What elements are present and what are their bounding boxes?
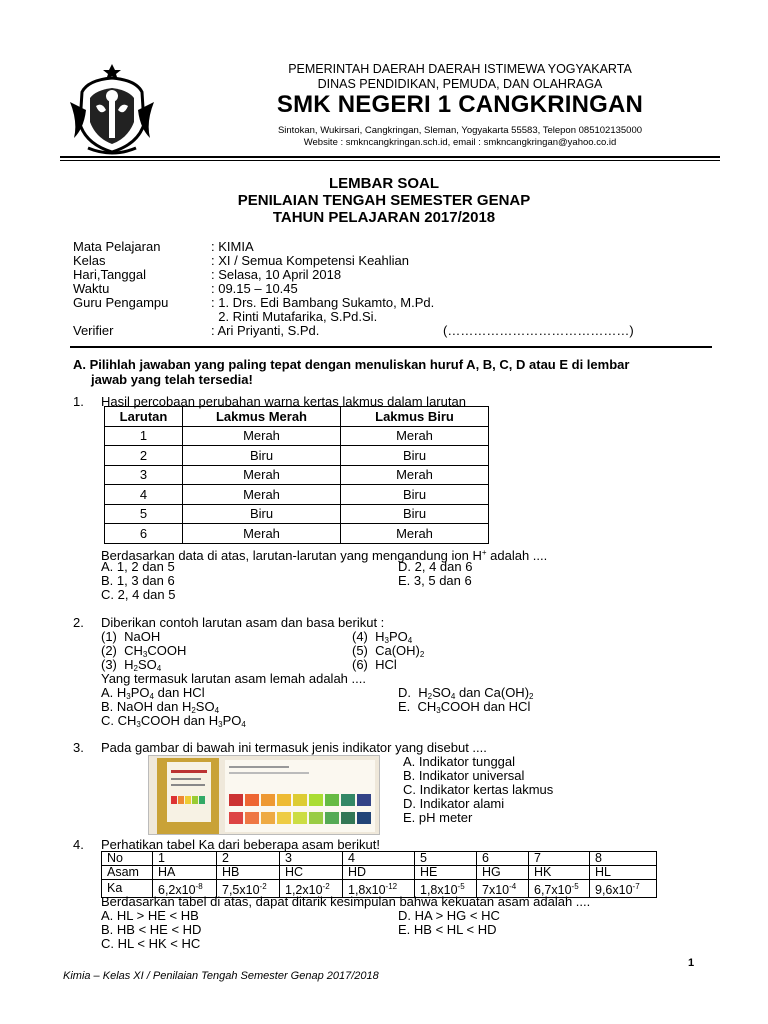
school-emblem-logo: [68, 62, 156, 156]
verifier-signature-line: (……………………………………): [443, 323, 634, 338]
table-cell: Biru: [341, 485, 489, 505]
table-cell: 8: [590, 852, 657, 866]
section-a-line1: A. Pilihlah jawaban yang paling tepat dengan menuliskan huruf A, B, C, D atau E di lembar: [73, 357, 630, 372]
table-cell: 7: [529, 852, 590, 866]
table-cell: $7x10^{-4}$: [477, 880, 529, 898]
q4-text: Perhatikan tabel Ka dari beberapa asam berikut!: [101, 837, 380, 852]
table-cell: Merah: [341, 524, 489, 544]
q4-option-c[interactable]: C. HL < HK < HC: [101, 936, 201, 951]
page-footer: Kimia – Kelas XI / Penilaian Tengah Semester Genap 2017/2018: [63, 970, 379, 982]
q2-text: Diberikan contoh larutan asam dan basa berikut :: [101, 615, 385, 630]
info-label: Waktu: [73, 281, 110, 296]
q2-item-2: (2) $CH_3COOH$: [101, 643, 187, 659]
q2-option-c[interactable]: C. $CH_3COOH$ dan $H_3PO_4$: [101, 713, 246, 729]
table-header-row: [105, 407, 489, 427]
q2-item-6: (6) HCl: [352, 657, 397, 672]
q3-option-c[interactable]: C. Indikator kertas lakmus: [403, 782, 554, 797]
q2-number: 2.: [73, 615, 84, 630]
q2-option-d[interactable]: D. $H_2SO_4$ dan $Ca(OH)_2$: [398, 685, 534, 701]
table-cell: HG: [477, 866, 529, 880]
table-row: [102, 852, 657, 866]
section-a-line2: jawab yang telah tersedia!: [91, 372, 253, 387]
table-cell: HC: [280, 866, 343, 880]
table-cell: $7,5x10^{-2}$: [217, 880, 280, 898]
indicator-box-illustration: [149, 756, 380, 835]
q3-text: Pada gambar di bawah ini termasuk jenis indikator yang disebut ....: [101, 740, 487, 755]
table-cell: $1,8x10^{-5}$: [415, 880, 477, 898]
table-cell: No: [102, 852, 153, 866]
info-value: : KIMIA: [211, 239, 254, 254]
table-row: [105, 465, 489, 485]
table-cell: HL: [590, 866, 657, 880]
q2-option-e[interactable]: E. $CH_3COOH$ dan HCl: [398, 699, 531, 715]
header-divider: [60, 156, 720, 158]
table-row: [105, 485, 489, 505]
q1-question-sup: +: [481, 548, 487, 557]
q1-option-b[interactable]: B. 1, 3 dan 6: [101, 573, 175, 588]
q2-option-b[interactable]: B. NaOH dan $H_2SO_4$: [101, 699, 220, 715]
table-cell: 4: [105, 485, 183, 505]
table-cell: Merah: [341, 465, 489, 485]
table-header: Lakmus Merah: [183, 407, 341, 427]
q2-prompt: Yang termasuk larutan asam lemah adalah ....: [101, 671, 366, 686]
table-cell: 6: [477, 852, 529, 866]
doc-year: TAHUN PELAJARAN 2017/2018: [272, 209, 496, 226]
table-cell: HE: [415, 866, 477, 880]
table-cell: Merah: [183, 426, 341, 446]
table-header: Lakmus Biru: [341, 407, 489, 427]
table-row: [105, 446, 489, 466]
table-header: Larutan: [105, 407, 183, 427]
table-cell: Asam: [102, 866, 153, 880]
table-cell: 1: [105, 426, 183, 446]
q2-item-3: (3) $H_2SO_4$: [101, 657, 162, 673]
info-value: : XI / Semua Kompetensi Keahlian: [211, 253, 410, 268]
q4-option-a[interactable]: A. HL > HE < HB: [101, 908, 199, 923]
ka-table: [101, 851, 657, 898]
table-cell: Merah: [341, 426, 489, 446]
info-label: Verifier: [73, 323, 114, 338]
table-cell: HA: [153, 866, 217, 880]
info-value: : Selasa, 10 April 2018: [211, 267, 342, 282]
info-value: : Ari Priyanti, S.Pd.: [211, 323, 320, 338]
q4-number: 4.: [73, 837, 84, 852]
table-cell: 2: [105, 446, 183, 466]
table-row: [105, 504, 489, 524]
table-cell: Biru: [183, 504, 341, 524]
q1-number: 1.: [73, 394, 84, 409]
header-address: Sintokan, Wukirsari, Cangkringan, Sleman, Yogyakarta 55583, Telepon 085102135000: [277, 125, 643, 136]
q4-option-e[interactable]: E. HB < HL < HD: [398, 922, 497, 937]
doc-title: LEMBAR SOAL: [329, 175, 439, 192]
info-value: : 09.15 – 10.45: [211, 281, 298, 296]
table-cell: 3: [105, 465, 183, 485]
table-cell: Merah: [183, 465, 341, 485]
table-cell: Merah: [183, 485, 341, 505]
table-cell: Merah: [183, 524, 341, 544]
q1-option-d[interactable]: D. 2, 4 dan 6: [398, 559, 473, 574]
table-cell: Ka: [102, 880, 153, 898]
q3-option-b[interactable]: B. Indikator universal: [403, 768, 525, 783]
q1-option-c[interactable]: C. 2, 4 dan 5: [101, 587, 176, 602]
table-cell: 4: [343, 852, 415, 866]
q3-option-d[interactable]: D. Indikator alami: [403, 796, 505, 811]
table-cell: 6: [105, 524, 183, 544]
q4-option-d[interactable]: D. HA > HG < HC: [398, 908, 500, 923]
info-value: 2. Rinti Mutafarika, S.Pd.Si.: [211, 309, 378, 324]
info-label: Mata Pelajaran: [73, 239, 161, 254]
section-divider: [70, 346, 712, 348]
table-row: [102, 866, 657, 880]
doc-subtitle: PENILAIAN TENGAH SEMESTER GENAP: [237, 192, 531, 209]
table-row: [105, 524, 489, 544]
q2-item-5: (5) $Ca(OH)_2$: [352, 643, 425, 659]
header-divider-thin: [60, 160, 720, 161]
table-cell: $1,8x10^{-12}$: [343, 880, 415, 898]
table-cell: $6,2x10^{-8}$: [153, 880, 217, 898]
q3-option-a[interactable]: A. Indikator tunggal: [403, 754, 516, 769]
q2-item-4: (4) $H_3PO_4$: [352, 629, 413, 645]
q2-option-a[interactable]: A. $H_3PO_4$ dan HCl: [101, 685, 205, 701]
q1-question-post: adalah ....: [486, 548, 548, 563]
table-row: [105, 426, 489, 446]
q1-question-pre: Berdasarkan data di atas, larutan-larutan yang mengandung ion H: [101, 548, 482, 563]
info-label: Hari,Tanggal: [73, 267, 146, 282]
table-cell: $1,2x10^{-2}$: [280, 880, 343, 898]
q2-item-1: (1) NaOH: [101, 629, 161, 644]
q1-option-e[interactable]: E. 3, 5 dan 6: [398, 573, 472, 588]
litmus-table: [104, 406, 489, 544]
q1-text: Hasil percobaan perubahan warna kertas lakmus dalam larutan: [101, 394, 466, 409]
table-cell: $6,7x10^{-5}$: [529, 880, 590, 898]
table-cell: 5: [415, 852, 477, 866]
info-label: Guru Pengampu: [73, 295, 169, 310]
header-department: DINAS PENDIDIKAN, PEMUDA, DAN OLAHRAGA: [317, 77, 603, 91]
section-a-instruction: [73, 357, 703, 387]
header-contact: Website : smkncangkringan.sch.id, email : smkncangkringan@yahoo.co.id: [303, 137, 617, 148]
table-cell: Biru: [341, 504, 489, 524]
table-cell: 5: [105, 504, 183, 524]
table-cell: 2: [217, 852, 280, 866]
q1-option-a[interactable]: A. 1, 2 dan 5: [101, 559, 175, 574]
q3-number: 3.: [73, 740, 84, 755]
header-school-name: SMK NEGERI 1 CANGKRINGAN: [276, 91, 644, 118]
q4-option-b[interactable]: B. HB < HE < HD: [101, 922, 202, 937]
table-cell: HD: [343, 866, 415, 880]
table-cell: 1: [153, 852, 217, 866]
q3-option-e[interactable]: E. pH meter: [403, 810, 473, 825]
page-number: 1: [688, 957, 695, 969]
header-government: PEMERINTAH DAERAH DAERAH ISTIMEWA YOGYAKARTA: [288, 62, 632, 76]
info-label: Kelas: [73, 253, 106, 268]
q4-question: Berdasarkan tabel di atas, dapat ditarik kesimpulan bahwa kekuatan asam adalah ....: [101, 894, 591, 909]
table-cell: HK: [529, 866, 590, 880]
table-cell: HB: [217, 866, 280, 880]
universal-indicator-image: [148, 755, 380, 835]
info-value: : 1. Drs. Edi Bambang Sukamto, M.Pd.: [211, 295, 435, 310]
table-cell: $9,6x10^{-7}$: [590, 880, 657, 898]
table-cell: 3: [280, 852, 343, 866]
table-cell: Biru: [341, 446, 489, 466]
table-cell: Biru: [183, 446, 341, 466]
